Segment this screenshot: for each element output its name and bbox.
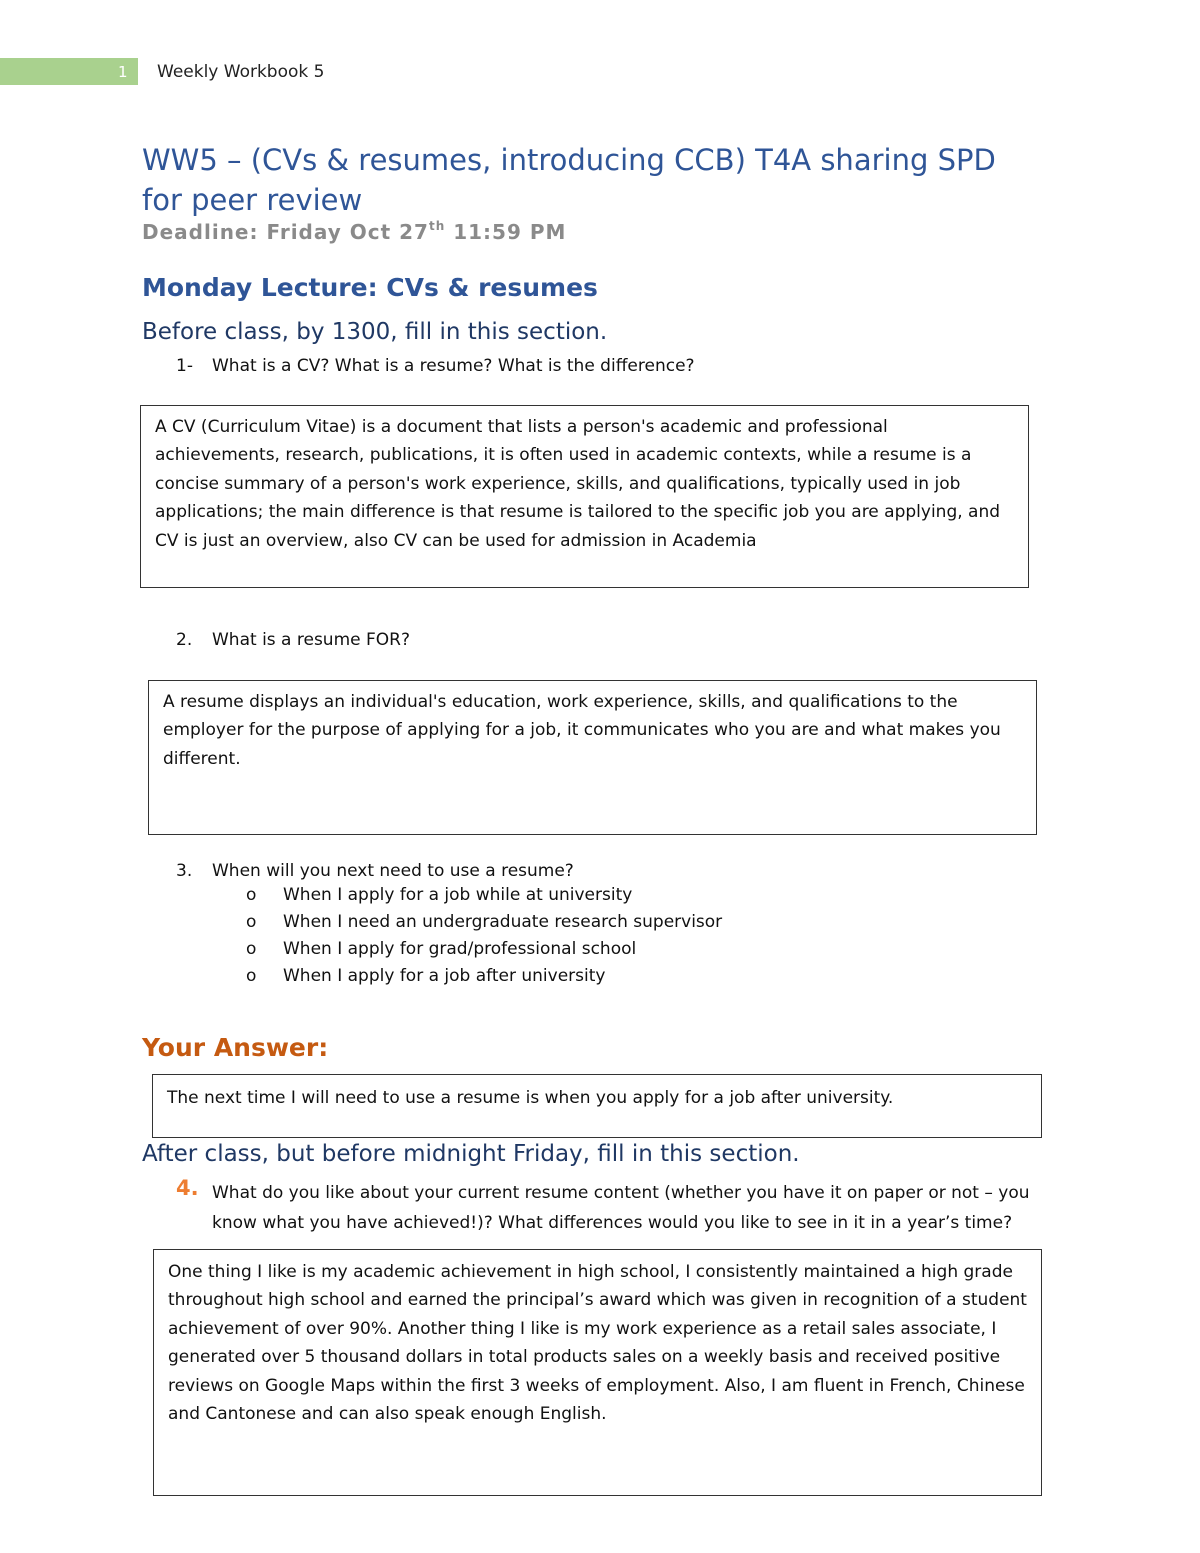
- answer-1-text: A CV (Curriculum Vitae) is a document that lists a person's academic and professional achievements, research, publications, it is often used in academic contexts, while a resume is a concise summary of a person's work experience, skills, and qualifications, typically used in job applications; the main difference is that resume is tailored to the specific job you are applying, and CV is just an overview, also CV can be used for admission in Academia: [155, 417, 1001, 551]
- question-3-number: 3.: [176, 861, 193, 881]
- question-1-number: 1-: [176, 356, 193, 376]
- deadline-suffix: 11:59 PM: [445, 220, 567, 244]
- question-1-text: What is a CV? What is a resume? What is the difference?: [212, 356, 695, 376]
- answer-2-text: A resume displays an individual's education, work experience, skills, and qualifications to the employer for the purpose of applying for a job, it communicates who you are and what makes you different.: [163, 692, 1001, 769]
- question-4-number: 4.: [176, 1176, 199, 1200]
- option-label: When I apply for grad/professional school: [283, 939, 637, 959]
- deadline-superscript: th: [428, 219, 446, 233]
- option-label: When I apply for a job after university: [283, 966, 606, 986]
- section-heading-monday: Monday Lecture: CVs & resumes: [142, 273, 598, 302]
- answer-4-text: One thing I like is my academic achievement in high school, I consistently maintained a high grade throughout high school and earned the principal’s award which was given in recognition of a student achievement of over 90%. Another thing I like is my work experience as a retail sales associate, I generated over 5 thousand dollars in total products sales on a weekly basis and received positive reviews on Google Maps within the first 3 weeks of employment. Also, I am fluent in French, Chinese and Cantonese and can also speak enough English.: [168, 1262, 1027, 1425]
- question-4-text: What do you like about your current resume content (whether you have it on paper or not – you know what you have achieved!)? What differences would you like to see in it in a year’s time?: [212, 1183, 1030, 1233]
- before-class-heading: Before class, by 1300, fill in this section.: [142, 319, 608, 345]
- option-label: When I apply for a job while at university: [283, 885, 633, 905]
- after-class-heading: After class, but before midnight Friday, fill in this section.: [142, 1141, 800, 1167]
- page-number: 1: [118, 63, 128, 81]
- answer-box-1[interactable]: [140, 405, 1029, 588]
- question-3-text: When will you next need to use a resume?: [212, 861, 574, 881]
- bullet-icon: o: [246, 966, 257, 986]
- deadline-prefix: Deadline: Friday Oct 27: [142, 220, 429, 244]
- document-title: WW5 – (CVs & resumes, introducing CCB) T4A sharing SPD for peer review: [142, 143, 996, 217]
- bullet-icon: o: [246, 885, 257, 905]
- deadline: [142, 219, 566, 244]
- answer-3-text: The next time I will need to use a resume is when you apply for a job after university.: [167, 1088, 894, 1108]
- bullet-icon: o: [246, 939, 257, 959]
- answer-box-2[interactable]: [148, 680, 1037, 835]
- your-answer-heading: Your Answer:: [142, 1033, 329, 1062]
- answer-box-3[interactable]: [152, 1074, 1042, 1138]
- answer-box-4[interactable]: [153, 1249, 1042, 1496]
- bullet-icon: o: [246, 912, 257, 932]
- question-2-text: What is a resume FOR?: [212, 630, 410, 650]
- option-label: When I need an undergraduate research supervisor: [283, 912, 723, 932]
- header-title: Weekly Workbook 5: [157, 62, 325, 82]
- question-2-number: 2.: [176, 630, 193, 650]
